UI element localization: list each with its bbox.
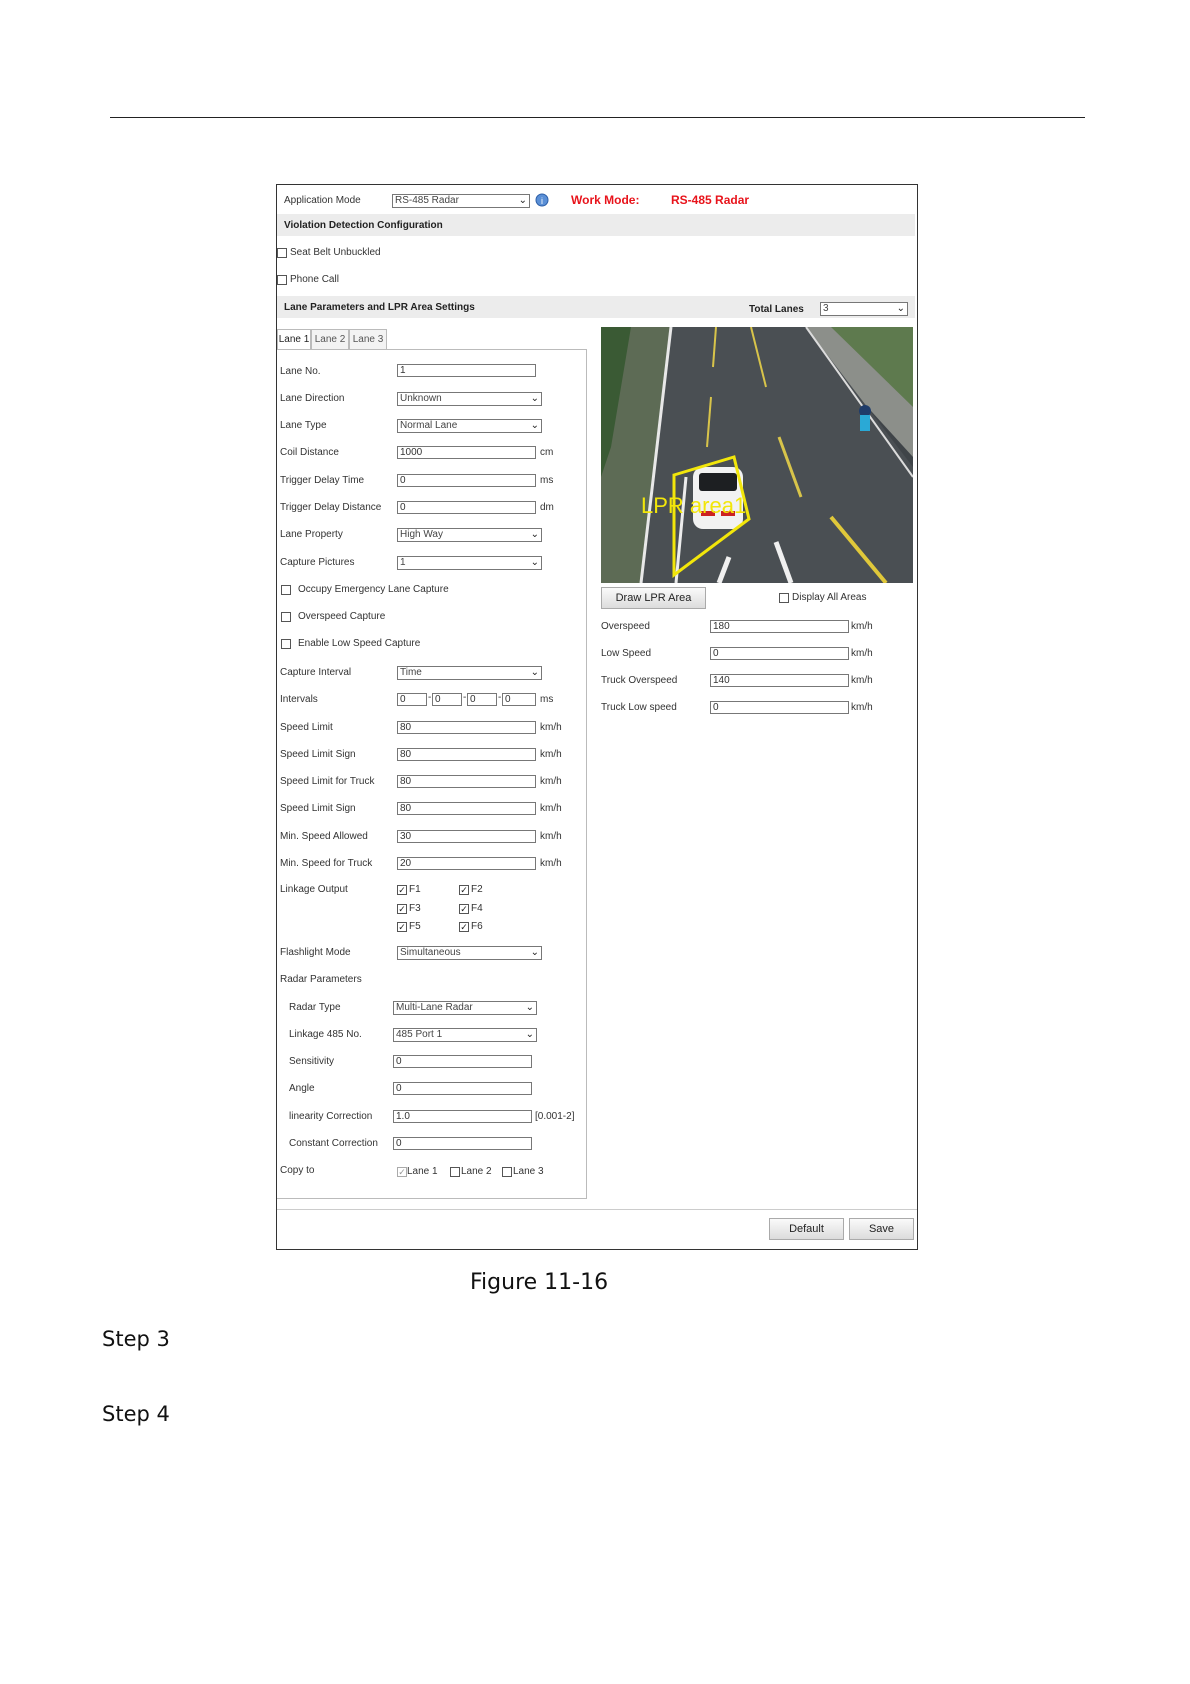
copy-lane-2-checkbox[interactable] [450, 1167, 460, 1177]
copy-lane-1-label: Lane 1 [407, 1166, 438, 1177]
trigger-delay-time-input[interactable]: 0 [397, 474, 536, 487]
interval-input-1[interactable]: 0 [397, 693, 427, 706]
linkage-485-select[interactable] [393, 1028, 537, 1042]
sensitivity-label: Sensitivity [289, 1056, 335, 1067]
lane-no-label: Lane No. [280, 366, 321, 377]
overspeed-capture-label: Overspeed Capture [298, 611, 386, 622]
default-button[interactable]: Default [769, 1218, 844, 1240]
speed-limit-sign-2-input[interactable]: 80 [397, 802, 536, 815]
coil-distance-unit: cm [540, 447, 554, 458]
step-4-label: Step 4 [102, 1402, 170, 1426]
linkage-485-value: 485 Port 1 [396, 1029, 443, 1040]
sensitivity-input[interactable]: 0 [393, 1055, 532, 1068]
flashlight-mode-select[interactable] [397, 946, 542, 960]
total-lanes-label: Total Lanes [749, 304, 804, 315]
capture-pictures-select[interactable] [397, 556, 542, 570]
trigger-delay-distance-input[interactable]: 0 [397, 501, 536, 514]
linkage-f4-label: F4 [471, 903, 483, 914]
interval-input-4[interactable]: 0 [502, 693, 536, 706]
constant-correction-input[interactable]: 0 [393, 1137, 532, 1150]
low-speed-label: Low Speed [601, 648, 652, 659]
tab-lane-2[interactable]: Lane 2 [311, 329, 349, 349]
figure-screenshot [276, 184, 918, 1250]
coil-distance-input[interactable]: 1000 [397, 446, 536, 459]
info-icon[interactable] [535, 193, 549, 207]
linearity-range: [0.001-2] [535, 1111, 575, 1122]
speed-limit-label: Speed Limit [280, 722, 333, 733]
angle-input[interactable]: 0 [393, 1082, 532, 1095]
min-speed-truck-input[interactable]: 20 [397, 857, 536, 870]
phone-call-label: Phone Call [290, 274, 339, 285]
chevron-down-icon: ⌄ [530, 529, 539, 540]
lane-type-value: Normal Lane [400, 420, 458, 431]
occupy-emergency-checkbox[interactable] [281, 585, 291, 595]
work-mode-label: Work Mode: [571, 193, 640, 207]
truck-low-speed-input[interactable]: 0 [710, 701, 849, 714]
linkage-f2-checkbox[interactable]: ✓ [460, 885, 468, 895]
speed-limit-sign-2-unit: km/h [540, 803, 562, 814]
overspeed-capture-checkbox[interactable] [281, 612, 291, 622]
linearity-input[interactable]: 1.0 [393, 1110, 532, 1123]
occupy-emergency-label: Occupy Emergency Lane Capture [298, 584, 449, 595]
linkage-f3-checkbox[interactable]: ✓ [398, 904, 406, 914]
linkage-f1-checkbox[interactable]: ✓ [398, 885, 406, 895]
speed-limit-sign-unit: km/h [540, 749, 562, 760]
radar-params-label: Radar Parameters [280, 974, 362, 985]
flashlight-mode-value: Simultaneous [400, 947, 461, 958]
phone-call-checkbox[interactable] [277, 275, 287, 285]
overspeed-input[interactable]: 180 [710, 620, 849, 633]
chevron-down-icon: ⌄ [530, 393, 539, 404]
copy-lane-3-label: Lane 3 [513, 1166, 544, 1177]
chevron-down-icon: ⌄ [530, 947, 539, 958]
speed-limit-unit: km/h [540, 722, 562, 733]
linkage-f3-label: F3 [409, 903, 421, 914]
lane-direction-label: Lane Direction [280, 393, 345, 404]
chevron-down-icon: ⌄ [525, 1002, 534, 1013]
lane-property-label: Lane Property [280, 529, 343, 540]
low-speed-unit: km/h [851, 648, 873, 659]
linkage-f5-label: F5 [409, 921, 421, 932]
speed-limit-input[interactable]: 80 [397, 721, 536, 734]
interval-input-2[interactable]: 0 [432, 693, 462, 706]
page-header-rule [110, 117, 1085, 118]
speed-limit-sign-2-label: Speed Limit Sign [280, 803, 356, 814]
lane-direction-select[interactable] [397, 392, 542, 406]
copy-lane-1-checkbox: ✓ [398, 1167, 406, 1177]
capture-interval-value: Time [400, 667, 422, 678]
truck-low-speed-label: Truck Low speed [601, 702, 677, 713]
lane-property-value: High Way [400, 529, 443, 540]
trigger-delay-time-label: Trigger Delay Time [280, 475, 365, 486]
work-mode-value: RS-485 Radar [671, 193, 750, 207]
linkage-f1-label: F1 [409, 884, 421, 895]
chevron-down-icon: ⌄ [525, 1029, 534, 1040]
linkage-f2-label: F2 [471, 884, 483, 895]
linkage-f5-checkbox[interactable]: ✓ [398, 922, 406, 932]
draw-lpr-area-button[interactable]: Draw LPR Area [601, 587, 706, 609]
linkage-output-label: Linkage Output [280, 884, 348, 895]
truck-low-speed-unit: km/h [851, 702, 873, 713]
radar-type-value: Multi-Lane Radar [396, 1002, 473, 1013]
coil-distance-label: Coil Distance [280, 447, 339, 458]
violation-header: Violation Detection Configuration [284, 220, 443, 231]
trigger-delay-distance-label: Trigger Delay Distance [280, 502, 382, 513]
truck-overspeed-input[interactable]: 140 [710, 674, 849, 687]
total-lanes-value: 3 [823, 303, 829, 314]
copy-lane-2-label: Lane 2 [461, 1166, 492, 1177]
app-mode-select[interactable] [392, 194, 530, 208]
linkage-f6-checkbox[interactable]: ✓ [460, 922, 468, 932]
tab-lane-3[interactable]: Lane 3 [349, 329, 387, 349]
chevron-down-icon: ⌄ [518, 195, 527, 206]
copy-to-label: Copy to [280, 1165, 315, 1176]
trigger-delay-distance-unit: dm [540, 502, 554, 513]
copy-lane-3-checkbox[interactable] [502, 1167, 512, 1177]
lane-header: Lane Parameters and LPR Area Settings [284, 302, 475, 313]
min-speed-input[interactable]: 30 [397, 830, 536, 843]
camera-preview[interactable] [601, 327, 913, 583]
app-mode-label: Application Mode [284, 195, 361, 206]
truck-overspeed-label: Truck Overspeed [601, 675, 678, 686]
trigger-delay-time-unit: ms [540, 475, 554, 486]
linkage-f6-label: F6 [471, 921, 483, 932]
lpr-area-label: LPR area1 [641, 493, 747, 518]
min-speed-truck-unit: km/h [540, 858, 562, 869]
linkage-485-label: Linkage 485 No. [289, 1029, 362, 1040]
chevron-down-icon: ⌄ [896, 303, 905, 314]
chevron-down-icon: ⌄ [530, 420, 539, 431]
lane-no-input[interactable]: 1 [397, 364, 536, 377]
figure-caption: Figure 11-16 [470, 1270, 609, 1295]
capture-pictures-value: 1 [400, 557, 406, 568]
lane-property-select[interactable] [397, 528, 542, 542]
min-speed-truck-label: Min. Speed for Truck [280, 858, 373, 869]
linearity-label: linearity Correction [289, 1111, 373, 1122]
footer-divider [277, 1209, 917, 1210]
min-speed-unit: km/h [540, 831, 562, 842]
constant-correction-label: Constant Correction [289, 1138, 378, 1149]
total-lanes-select[interactable] [820, 302, 908, 316]
radar-type-label: Radar Type [289, 1002, 341, 1013]
capture-interval-label: Capture Interval [280, 667, 352, 678]
speed-limit-sign-input[interactable]: 80 [397, 748, 536, 761]
low-speed-capture-label: Enable Low Speed Capture [298, 638, 421, 649]
interval-input-3[interactable]: 0 [467, 693, 497, 706]
app-mode-value: RS-485 Radar [395, 195, 459, 206]
capture-pictures-label: Capture Pictures [280, 557, 355, 568]
interval-separator: - [463, 692, 467, 703]
svg-text:i: i [541, 196, 543, 206]
intervals-unit: ms [540, 694, 554, 705]
speed-limit-sign-label: Speed Limit Sign [280, 749, 356, 760]
angle-label: Angle [289, 1083, 315, 1094]
low-speed-input[interactable]: 0 [710, 647, 849, 660]
interval-separator: - [428, 692, 432, 703]
speed-limit-truck-input[interactable]: 80 [397, 775, 536, 788]
lane-type-select[interactable] [397, 419, 542, 433]
road-scene-image [601, 327, 913, 583]
display-all-areas-label: Display All Areas [792, 592, 867, 603]
step-3-label: Step 3 [102, 1327, 170, 1351]
display-all-areas-checkbox[interactable] [779, 593, 789, 603]
linkage-f4-checkbox[interactable]: ✓ [460, 904, 468, 914]
speed-limit-truck-unit: km/h [540, 776, 562, 787]
lane-type-label: Lane Type [280, 420, 327, 431]
flashlight-mode-label: Flashlight Mode [280, 947, 351, 958]
truck-overspeed-unit: km/h [851, 675, 873, 686]
lane-direction-value: Unknown [400, 393, 442, 404]
chevron-down-icon: ⌄ [530, 557, 539, 568]
overspeed-unit: km/h [851, 621, 873, 632]
interval-separator: - [498, 692, 502, 703]
seat-belt-label: Seat Belt Unbuckled [290, 247, 381, 258]
min-speed-label: Min. Speed Allowed [280, 831, 368, 842]
speed-limit-truck-label: Speed Limit for Truck [280, 776, 375, 787]
intervals-label: Intervals [280, 694, 318, 705]
overspeed-label: Overspeed [601, 621, 650, 632]
low-speed-capture-checkbox[interactable] [281, 639, 291, 649]
tab-lane-1[interactable]: Lane 1 [277, 329, 311, 350]
chevron-down-icon: ⌄ [530, 667, 539, 678]
capture-interval-select[interactable] [397, 666, 542, 680]
save-button[interactable]: Save [849, 1218, 914, 1240]
seat-belt-checkbox[interactable] [277, 248, 287, 258]
radar-type-select[interactable] [393, 1001, 537, 1015]
